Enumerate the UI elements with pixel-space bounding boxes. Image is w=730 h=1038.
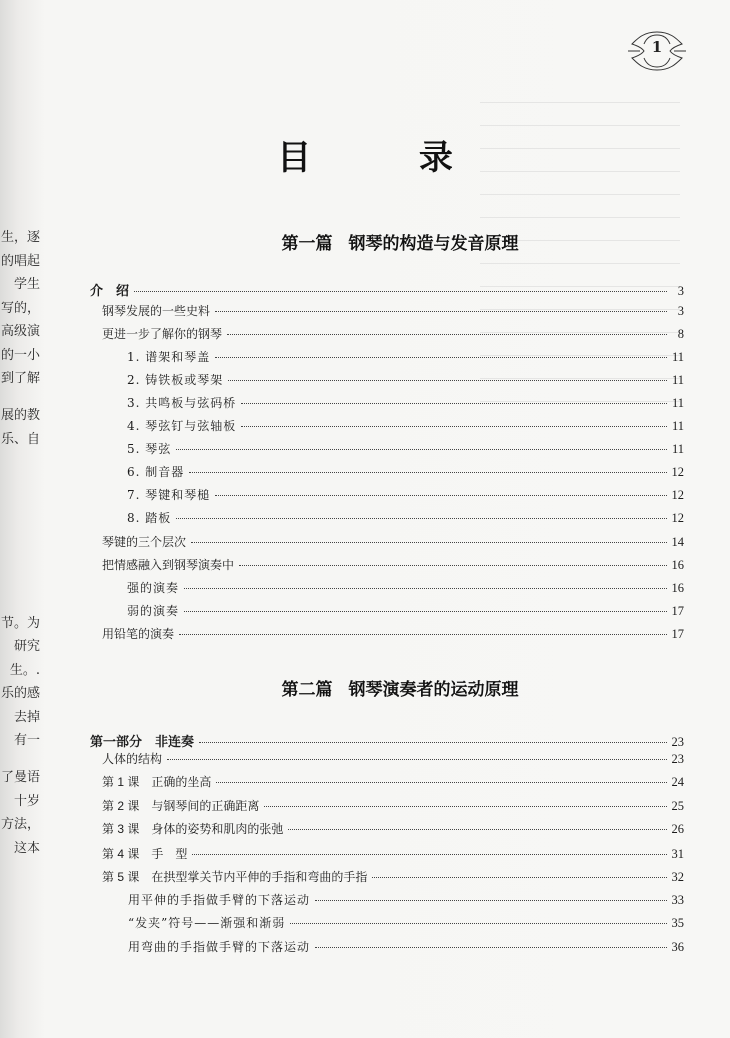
toc-entry[interactable]: [127, 579, 684, 597]
toc-entry-label: 琴键的三个层次: [102, 535, 187, 549]
part-heading-1: [0, 229, 730, 254]
toc-entry-page: 23: [671, 735, 684, 749]
toc-entry-label: “发夹”符号——渐强和渐弱: [128, 916, 286, 930]
toc-entry[interactable]: [127, 371, 684, 389]
toc-entry-label: 用铅笔的演奏: [102, 627, 175, 641]
toc-entry-label: 介 绍: [90, 283, 130, 298]
toc-title: [0, 130, 730, 179]
toc-entry-page: 26: [671, 822, 684, 836]
toc-entry[interactable]: [128, 891, 684, 909]
toc-entry-page: 17: [671, 604, 684, 618]
leader-dots: [241, 426, 667, 427]
toc-entry-page: 12: [671, 511, 684, 525]
toc-entry-page: 11: [671, 350, 684, 364]
toc-entry-page: 11: [671, 396, 684, 410]
toc-entry-page: 8: [677, 327, 684, 341]
toc-entry-page: 12: [671, 465, 684, 479]
toc-entry-page: 36: [671, 940, 684, 954]
toc-entry-label: 6. 制音器: [127, 465, 185, 479]
toc-entry-label: 第 1 课 正确的坐高: [102, 775, 212, 789]
leader-dots: [167, 759, 667, 760]
leader-dots: [315, 900, 667, 901]
toc-entry-page: 11: [671, 373, 684, 387]
margin-fragment: 了曼语: [0, 770, 40, 785]
toc-entry-page: 35: [671, 916, 684, 930]
toc-entry-label: 2. 铸铁板或琴架: [127, 373, 224, 387]
toc-entry-page: 17: [671, 627, 684, 641]
margin-fragment: 生，逐: [0, 230, 40, 245]
leader-dots: [192, 854, 667, 855]
toc-entry-label: 1. 谱架和琴盖: [127, 350, 211, 364]
leader-dots: [315, 947, 667, 948]
margin-fragment: 乐、自: [0, 432, 40, 447]
toc-entry[interactable]: [102, 750, 684, 768]
toc-entry-label: 把情感融入到钢琴演奏中: [102, 558, 235, 572]
toc-entry[interactable]: [102, 868, 684, 886]
toc-entry-label: 7. 琴键和琴槌: [127, 488, 211, 502]
margin-fragment: 十岁: [13, 794, 40, 809]
toc-entry-page: 25: [671, 799, 684, 813]
toc-entry[interactable]: [127, 463, 684, 481]
margin-fragment: 高级演: [0, 324, 40, 339]
toc-entry-page: 31: [671, 847, 684, 861]
margin-fragment: 研究: [13, 639, 40, 654]
margin-fragment: 学生: [13, 277, 40, 292]
part-title: 钢琴的构造与发音原理: [348, 234, 519, 254]
leader-dots: [288, 829, 667, 830]
toc-entry[interactable]: [90, 280, 684, 298]
leader-dots: [215, 311, 667, 312]
margin-fragment: 节。为: [0, 616, 40, 631]
toc-entry-label: 第 4 课 手 型: [102, 847, 188, 861]
toc-entry[interactable]: [128, 938, 684, 956]
toc-entry[interactable]: [127, 348, 684, 366]
toc-entry[interactable]: [102, 820, 684, 838]
toc-entry[interactable]: [102, 773, 684, 791]
margin-fragment: 的唱起: [0, 254, 40, 269]
margin-fragment: 到了解: [0, 371, 40, 386]
toc-entry-label: 弱的演奏: [127, 604, 180, 618]
leader-dots: [290, 923, 667, 924]
toc-entry-page: 14: [671, 535, 684, 549]
leader-dots: [227, 334, 667, 335]
leader-dots: [184, 611, 667, 612]
toc-entry-label: 强的演奏: [127, 581, 180, 595]
margin-fragment: 生。.: [9, 663, 40, 678]
margin-fragment: 有一: [13, 733, 40, 748]
margin-fragment: 的一小: [0, 348, 40, 363]
leader-dots: [215, 357, 667, 358]
toc-entry[interactable]: [127, 417, 684, 435]
toc-entry-label: 第一部分 非连奏: [90, 734, 195, 749]
margin-fragment: 写的，: [0, 301, 40, 316]
leader-dots: [134, 291, 667, 292]
toc-entry-label: 第 5 课 在拱型掌关节内平伸的手指和弯曲的手指: [102, 870, 368, 884]
toc-entry[interactable]: [127, 394, 684, 412]
toc-entry-page: 24: [671, 775, 684, 789]
toc-entry-page: 32: [671, 870, 684, 884]
leader-dots: [184, 588, 667, 589]
toc-entry[interactable]: [127, 602, 684, 620]
leader-dots: [228, 380, 667, 381]
margin-fragment: 这本: [13, 841, 40, 856]
toc-entry[interactable]: [102, 625, 684, 643]
toc-entry-label: 5. 琴弦: [127, 442, 172, 456]
toc-entry-label: 3. 共鸣板与弦码桥: [127, 396, 237, 410]
toc-entry-label: 第 3 课 身体的姿势和肌肉的张弛: [102, 822, 284, 836]
part-heading-2: [0, 675, 730, 700]
toc-entry-label: 4. 琴弦钉与弦轴板: [127, 419, 237, 433]
toc-entry-label: 更进一步了解你的钢琴: [102, 327, 223, 341]
leader-dots: [199, 742, 667, 743]
toc-entry[interactable]: [90, 731, 684, 749]
toc-entry-page: 11: [671, 419, 684, 433]
toc-entry[interactable]: [102, 325, 684, 343]
toc-entry-page: 16: [671, 581, 684, 595]
toc-entry[interactable]: [127, 509, 684, 527]
toc-entry-page: 3: [677, 284, 684, 298]
toc-entry-page: 33: [671, 893, 684, 907]
toc-entry-label: 人体的结构: [102, 752, 163, 766]
page-number: 1: [651, 38, 663, 56]
margin-fragment: 方法，: [0, 817, 40, 832]
leader-dots: [189, 472, 667, 473]
toc-entry[interactable]: [102, 797, 684, 815]
part-number: 第二篇: [281, 680, 333, 700]
toc-entry-label: 钢琴发展的一些史料: [102, 304, 211, 318]
part-number: 第一篇: [281, 234, 333, 254]
leader-dots: [176, 449, 667, 450]
toc-entry[interactable]: [127, 440, 684, 458]
toc-entry-label: 用弯曲的手指做手臂的下落运动: [128, 940, 311, 954]
leader-dots: [191, 542, 667, 543]
part-title: 钢琴演奏者的运动原理: [348, 680, 519, 700]
leader-dots: [176, 518, 667, 519]
toc-entry[interactable]: [127, 486, 684, 504]
toc-entry-label: 第 2 课 与钢琴间的正确距离: [102, 799, 260, 813]
leader-dots: [239, 565, 667, 566]
leader-dots: [215, 495, 667, 496]
toc-entry[interactable]: [102, 302, 684, 320]
leader-dots: [264, 806, 667, 807]
margin-fragment: 乐的感: [0, 686, 40, 701]
toc-entry-page: 11: [671, 442, 684, 456]
toc-entry[interactable]: [102, 556, 684, 574]
toc-entry-page: 12: [671, 488, 684, 502]
margin-fragment: 去掉: [13, 710, 40, 725]
toc-entry[interactable]: [128, 914, 684, 932]
toc-entry-label: 8. 踏板: [127, 511, 172, 525]
leader-dots: [179, 634, 667, 635]
leader-dots: [372, 877, 667, 878]
leader-dots: [241, 403, 667, 404]
toc-entry[interactable]: [102, 533, 684, 551]
toc-entry-page: 16: [671, 558, 684, 572]
toc-entry[interactable]: [102, 845, 684, 863]
toc-entry-page: 23: [671, 752, 684, 766]
leader-dots: [216, 782, 667, 783]
margin-fragment: 展的教: [0, 408, 40, 423]
toc-entry-page: 3: [677, 304, 684, 318]
toc-title-text: 目 录: [277, 138, 501, 178]
toc-entry-label: 用平伸的手指做手臂的下落运动: [128, 893, 311, 907]
